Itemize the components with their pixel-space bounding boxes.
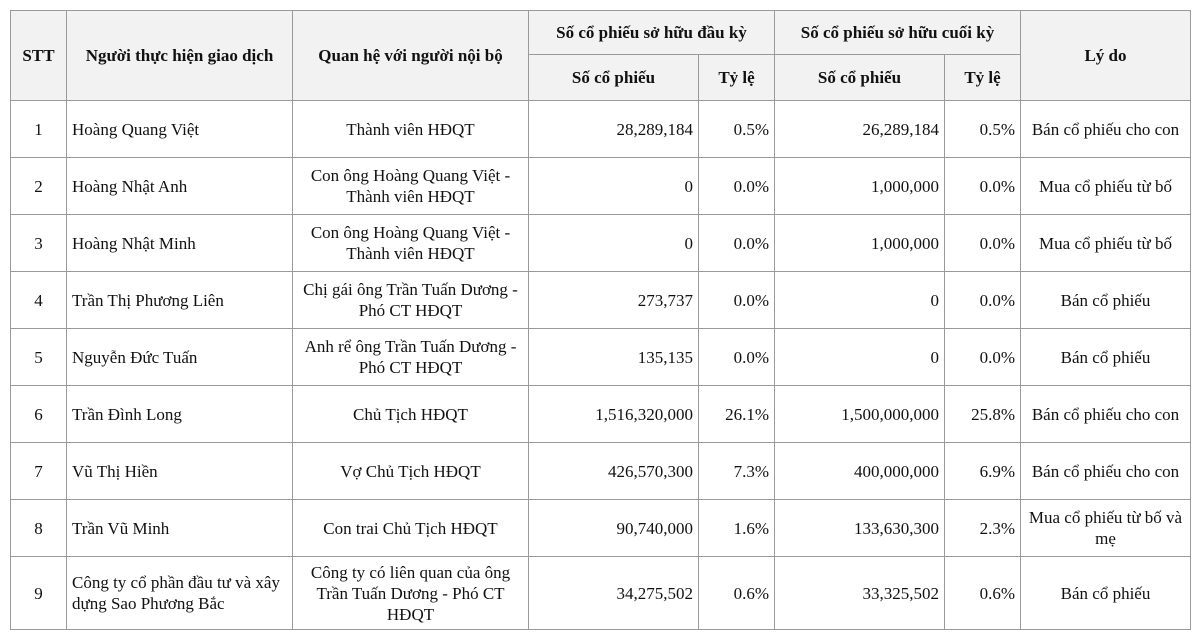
cell-stt: 4 <box>11 272 67 329</box>
cell-person: Trần Thị Phương Liên <box>67 272 293 329</box>
cell-relation: Chị gái ông Trần Tuấn Dương - Phó CT HĐQT <box>293 272 529 329</box>
cell-end-shares: 1,000,000 <box>775 158 945 215</box>
cell-stt: 3 <box>11 215 67 272</box>
cell-end-shares: 400,000,000 <box>775 443 945 500</box>
cell-reason: Bán cổ phiếu cho con <box>1021 386 1191 443</box>
cell-begin-ratio: 7.3% <box>699 443 775 500</box>
header-end-shares: Số cổ phiếu <box>775 55 945 101</box>
cell-relation: Chủ Tịch HĐQT <box>293 386 529 443</box>
cell-begin-shares: 28,289,184 <box>529 101 699 158</box>
cell-reason: Mua cổ phiếu từ bố và mẹ <box>1021 500 1191 557</box>
cell-end-ratio: 2.3% <box>945 500 1021 557</box>
cell-end-ratio: 25.8% <box>945 386 1021 443</box>
cell-end-shares: 0 <box>775 329 945 386</box>
header-begin-group: Số cổ phiếu sở hữu đầu kỳ <box>529 11 775 55</box>
cell-begin-shares: 0 <box>529 158 699 215</box>
cell-relation: Con trai Chủ Tịch HĐQT <box>293 500 529 557</box>
table-row <box>11 101 1191 158</box>
table-row <box>11 443 1191 500</box>
cell-stt: 5 <box>11 329 67 386</box>
table-row <box>11 329 1191 386</box>
cell-person: Trần Đình Long <box>67 386 293 443</box>
insider-transactions-table <box>10 10 1191 630</box>
cell-stt: 8 <box>11 500 67 557</box>
cell-end-ratio: 0.0% <box>945 158 1021 215</box>
header-relation: Quan hệ với người nội bộ <box>293 11 529 101</box>
cell-relation: Anh rể ông Trần Tuấn Dương - Phó CT HĐQT <box>293 329 529 386</box>
table-row <box>11 500 1191 557</box>
cell-person: Hoàng Quang Việt <box>67 101 293 158</box>
cell-reason: Bán cổ phiếu <box>1021 557 1191 630</box>
table-row <box>11 557 1191 630</box>
cell-relation: Con ông Hoàng Quang Việt - Thành viên HĐQT <box>293 158 529 215</box>
cell-person: Vũ Thị Hiền <box>67 443 293 500</box>
cell-stt: 1 <box>11 101 67 158</box>
cell-reason: Bán cổ phiếu <box>1021 329 1191 386</box>
cell-person: Nguyễn Đức Tuấn <box>67 329 293 386</box>
cell-reason: Bán cổ phiếu cho con <box>1021 101 1191 158</box>
cell-end-ratio: 0.6% <box>945 557 1021 630</box>
cell-begin-ratio: 0.5% <box>699 101 775 158</box>
cell-relation: Thành viên HĐQT <box>293 101 529 158</box>
cell-end-shares: 1,000,000 <box>775 215 945 272</box>
cell-reason: Mua cổ phiếu từ bố <box>1021 158 1191 215</box>
cell-person: Hoàng Nhật Minh <box>67 215 293 272</box>
cell-end-ratio: 0.0% <box>945 272 1021 329</box>
table-row <box>11 386 1191 443</box>
cell-stt: 2 <box>11 158 67 215</box>
header-person: Người thực hiện giao dịch <box>67 11 293 101</box>
table-row <box>11 272 1191 329</box>
header-reason: Lý do <box>1021 11 1191 101</box>
cell-begin-ratio: 0.0% <box>699 329 775 386</box>
cell-end-shares: 26,289,184 <box>775 101 945 158</box>
cell-end-ratio: 6.9% <box>945 443 1021 500</box>
table-row <box>11 215 1191 272</box>
cell-stt: 7 <box>11 443 67 500</box>
cell-begin-shares: 426,570,300 <box>529 443 699 500</box>
cell-begin-ratio: 26.1% <box>699 386 775 443</box>
cell-reason: Bán cổ phiếu <box>1021 272 1191 329</box>
cell-reason: Bán cổ phiếu cho con <box>1021 443 1191 500</box>
cell-reason: Mua cổ phiếu từ bố <box>1021 215 1191 272</box>
cell-person: Công ty cổ phần đầu tư và xây dựng Sao Phương Bắc <box>67 557 293 630</box>
cell-relation: Con ông Hoàng Quang Việt - Thành viên HĐQT <box>293 215 529 272</box>
cell-begin-shares: 0 <box>529 215 699 272</box>
cell-begin-shares: 34,275,502 <box>529 557 699 630</box>
cell-begin-shares: 135,135 <box>529 329 699 386</box>
cell-end-shares: 1,500,000,000 <box>775 386 945 443</box>
cell-begin-ratio: 1.6% <box>699 500 775 557</box>
cell-stt: 9 <box>11 557 67 630</box>
header-stt: STT <box>11 11 67 101</box>
cell-begin-shares: 273,737 <box>529 272 699 329</box>
cell-relation: Công ty có liên quan của ông Trần Tuấn Dương - Phó CT HĐQT <box>293 557 529 630</box>
cell-relation: Vợ Chủ Tịch HĐQT <box>293 443 529 500</box>
cell-begin-ratio: 0.0% <box>699 215 775 272</box>
cell-end-shares: 33,325,502 <box>775 557 945 630</box>
cell-person: Hoàng Nhật Anh <box>67 158 293 215</box>
cell-end-ratio: 0.5% <box>945 101 1021 158</box>
cell-end-shares: 133,630,300 <box>775 500 945 557</box>
cell-person: Trần Vũ Minh <box>67 500 293 557</box>
cell-begin-ratio: 0.0% <box>699 272 775 329</box>
header-end-ratio: Tỷ lệ <box>945 55 1021 101</box>
cell-end-shares: 0 <box>775 272 945 329</box>
header-end-group: Số cổ phiếu sở hữu cuối kỳ <box>775 11 1021 55</box>
cell-begin-ratio: 0.0% <box>699 158 775 215</box>
cell-begin-ratio: 0.6% <box>699 557 775 630</box>
header-begin-ratio: Tỷ lệ <box>699 55 775 101</box>
header-begin-shares: Số cổ phiếu <box>529 55 699 101</box>
cell-end-ratio: 0.0% <box>945 215 1021 272</box>
cell-end-ratio: 0.0% <box>945 329 1021 386</box>
cell-begin-shares: 90,740,000 <box>529 500 699 557</box>
table-row <box>11 158 1191 215</box>
cell-begin-shares: 1,516,320,000 <box>529 386 699 443</box>
cell-stt: 6 <box>11 386 67 443</box>
